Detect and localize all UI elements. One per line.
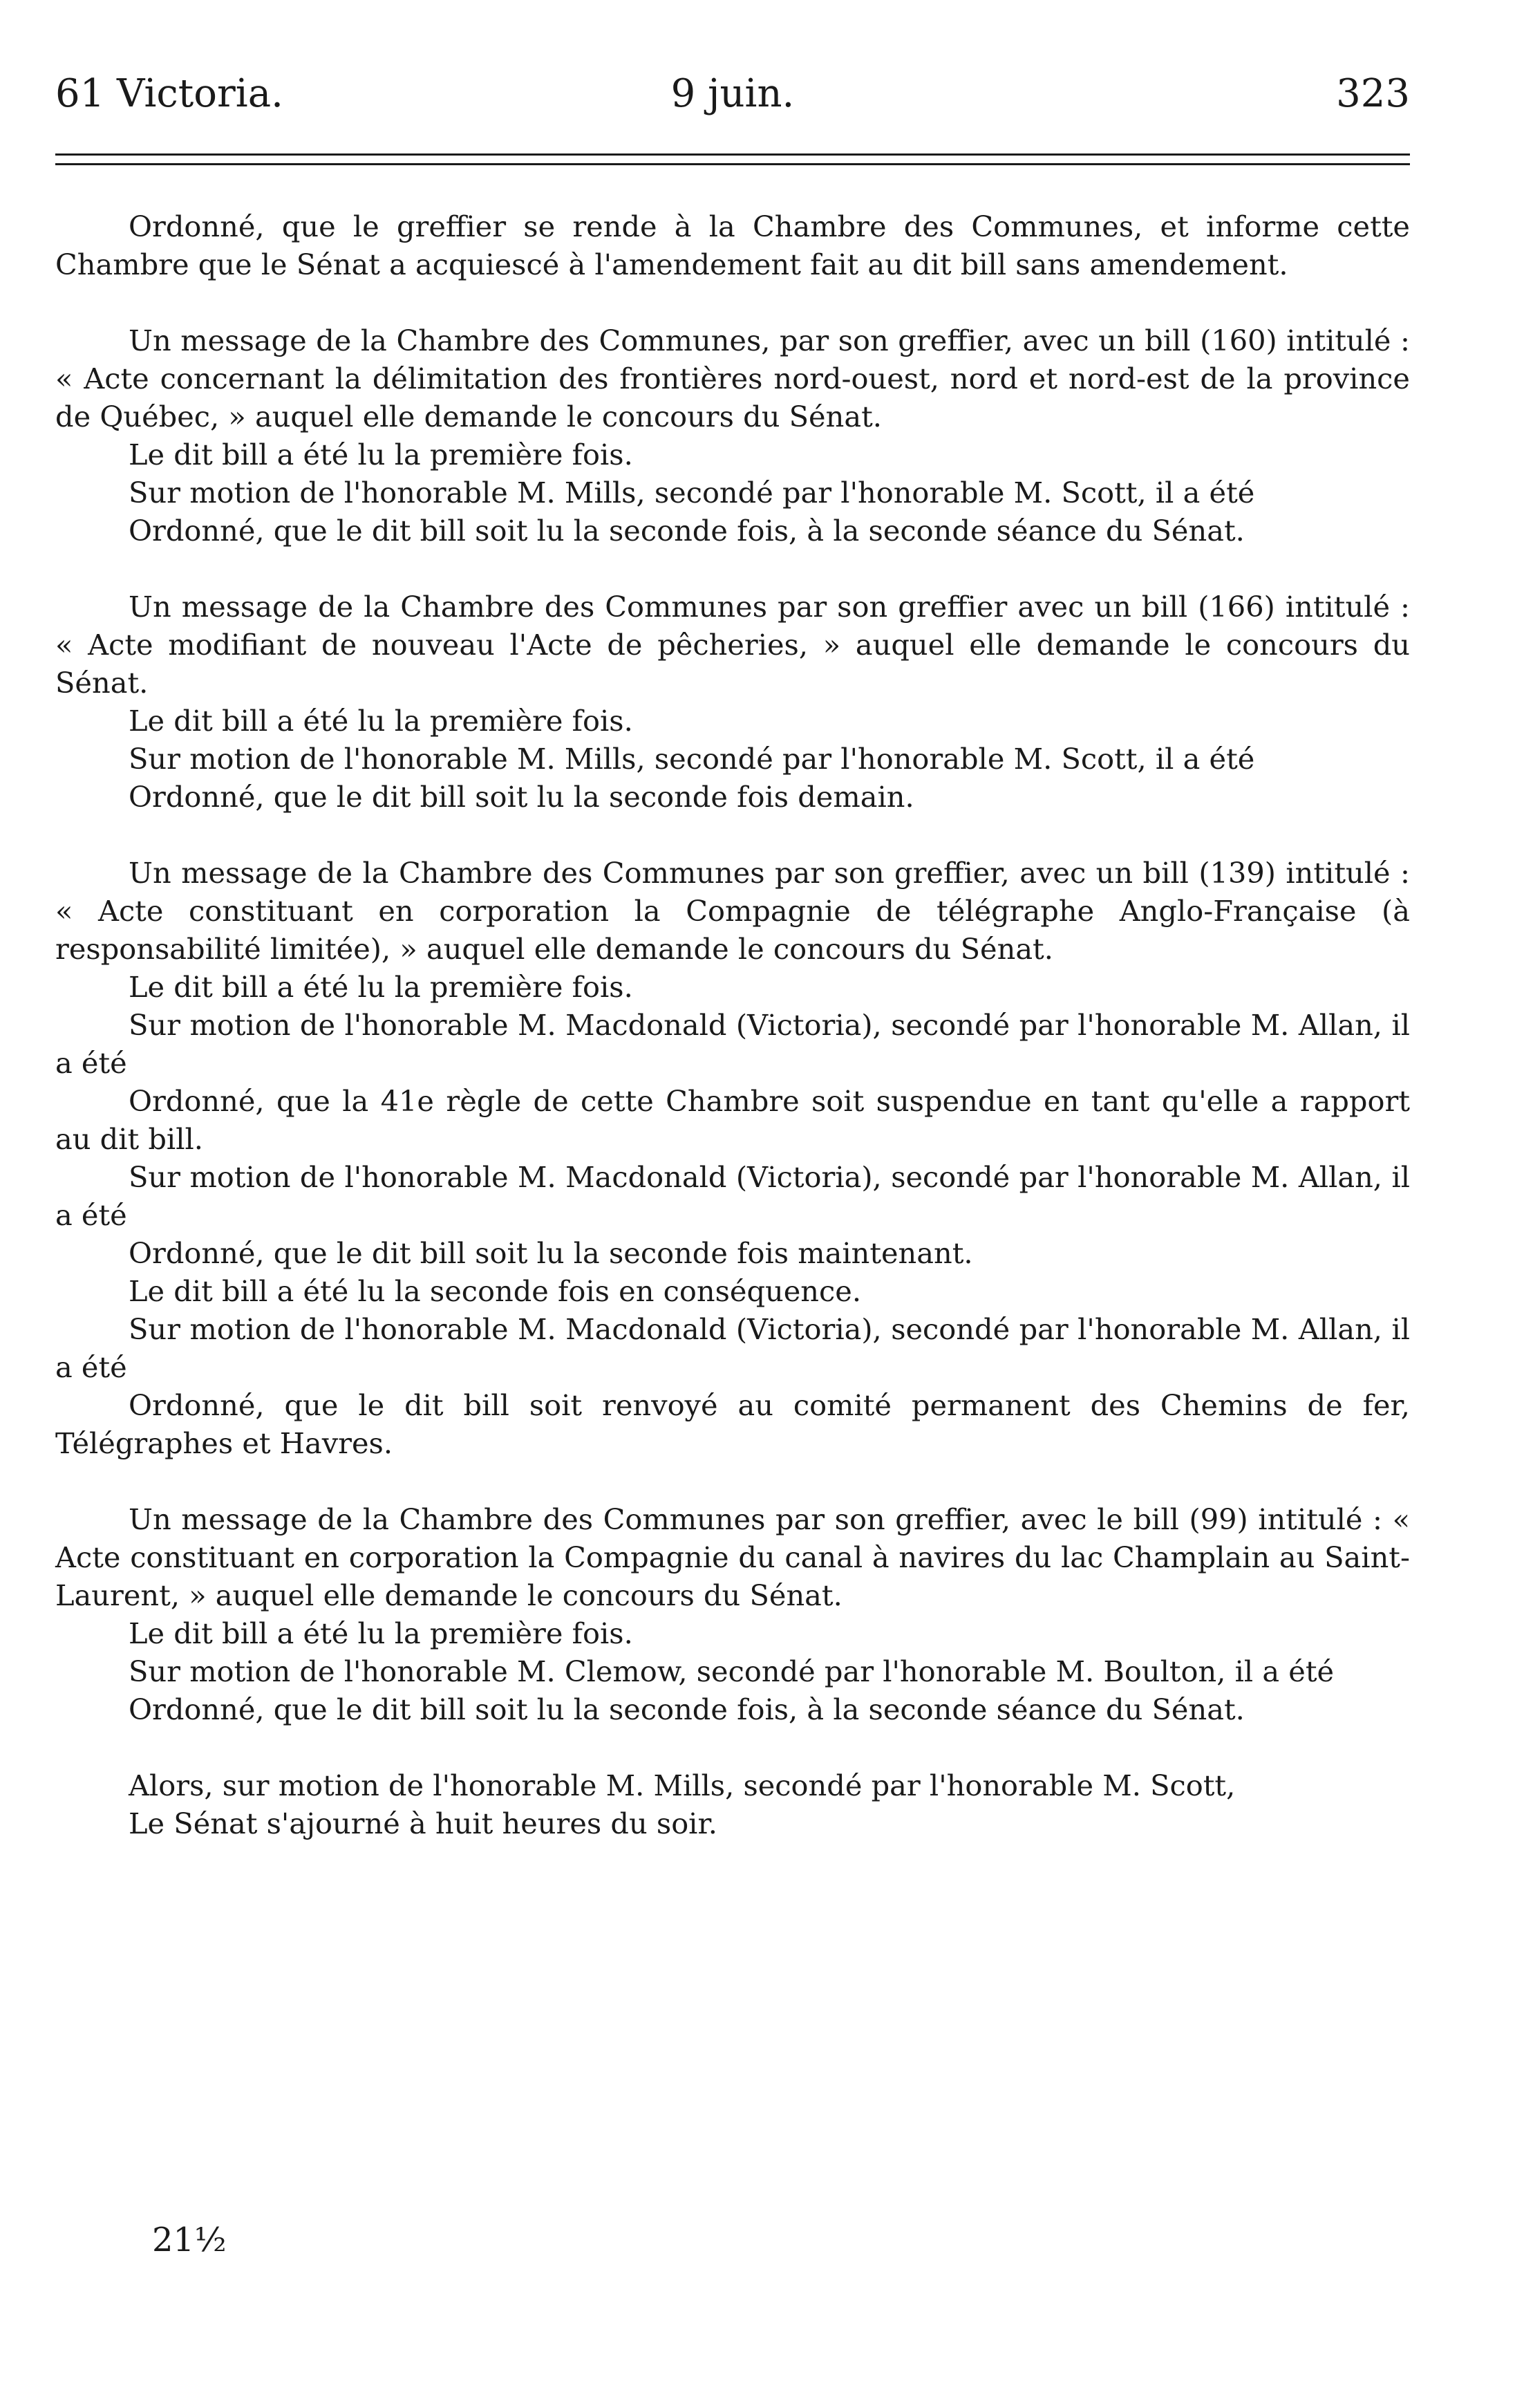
paragraph: Le dit bill a été lu la seconde fois en conséquence. (129, 1274, 862, 1308)
header-date: 9 juin. (670, 71, 795, 116)
document-page (55, 0, 1410, 2408)
running-header (55, 66, 1410, 122)
paragraph: Ordonné, que le dit bill soit lu la seconde fois demain. (129, 780, 914, 814)
signature-mark: 21½ (152, 2221, 227, 2259)
paragraph: Ordonné, que la 41e règle de cette Chambre soit suspendue en tant qu'elle a rapport au dit bill. (55, 1084, 1410, 1156)
paragraph: Sur motion de l'honorable M. Macdonald (Victoria), secondé par l'honorable M. Allan, il a été (55, 1160, 1410, 1232)
header-rule-bottom (55, 163, 1410, 165)
paragraph: Un message de la Chambre des Communes par son greffier, avec le bill (99) intitulé : « Acte constituant en corporation la Compagnie du canal à navires du lac Champlain au Saint-Laurent, » auquel elle demande le concours du Sénat. (55, 1502, 1410, 1612)
paragraph: Le dit bill a été lu la première fois. (129, 438, 633, 472)
paragraph: Le dit bill a été lu la première fois. (129, 704, 633, 738)
paragraph: Sur motion de l'honorable M. Macdonald (Victoria), secondé par l'honorable M. Allan, il a été (55, 1008, 1410, 1080)
paragraph: Un message de la Chambre des Communes par son greffier avec un bill (166) intitulé : « Acte modifiant de nouveau l'Acte de pêcheries, » auquel elle demande le concours du Sénat. (55, 590, 1410, 700)
paragraph: Le dit bill a été lu la première fois. (129, 970, 633, 1004)
paragraph: Sur motion de l'honorable M. Mills, secondé par l'honorable M. Scott, il a été (129, 742, 1255, 776)
page-number: 323 (1336, 71, 1410, 116)
paragraph: Le Sénat s'ajourné à huit heures du soir. (129, 1807, 717, 1840)
paragraph: Alors, sur motion de l'honorable M. Mills, secondé par l'honorable M. Scott, (129, 1768, 1236, 1802)
paragraph: Ordonné, que le dit bill soit lu la seconde fois, à la seconde séance du Sénat. (129, 1692, 1245, 1726)
paragraph: Ordonné, que le dit bill soit lu la seconde fois, à la seconde séance du Sénat. (129, 514, 1245, 548)
paragraph: Ordonné, que le dit bill soit lu la seconde fois maintenant. (129, 1236, 973, 1270)
paragraph: Un message de la Chambre des Communes par son greffier, avec un bill (139) intitulé : « Acte constituant en corporation la Compagnie de télégraphe Anglo-Française (à responsabilité limitée), » auquel elle demande le concours du Sénat. (55, 856, 1410, 966)
header-rule-top (55, 153, 1410, 156)
journal-body (55, 207, 1410, 1842)
paragraph: Un message de la Chambre des Communes, par son greffier, avec un bill (160) intitulé : « Acte concernant la délimitation des frontières nord-ouest, nord et nord-est de la province de Québec, » auquel elle demande le concours du Sénat. (55, 324, 1410, 433)
paragraph: Sur motion de l'honorable M. Macdonald (Victoria), secondé par l'honorable M. Allan, il a été (55, 1312, 1410, 1384)
paragraph: Le dit bill a été lu la première fois. (129, 1616, 633, 1650)
header-session: 61 Victoria. (55, 71, 283, 116)
paragraph: Ordonné, que le dit bill soit renvoyé au comité permanent des Chemins de fer, Télégraphes et Havres. (55, 1388, 1410, 1460)
paragraph: Ordonné, que le greffier se rende à la Chambre des Communes, et informe cette Chambre que le Sénat a acquiescé à l'amendement fait au dit bill sans amendement. (55, 209, 1410, 281)
paragraph: Sur motion de l'honorable M. Mills, secondé par l'honorable M. Scott, il a été (129, 476, 1255, 510)
paragraph: Sur motion de l'honorable M. Clemow, secondé par l'honorable M. Boulton, il a été (129, 1654, 1335, 1688)
